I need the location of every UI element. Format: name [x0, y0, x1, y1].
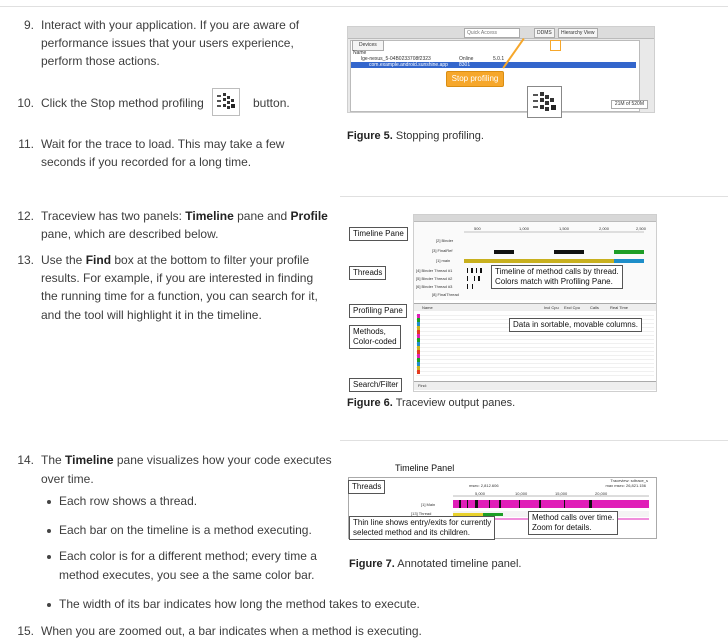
timeline-bar	[480, 268, 482, 273]
column-header[interactable]: Calls	[590, 305, 599, 310]
trace-name: Traceview: sdtrace_s	[610, 478, 648, 483]
text: The	[41, 453, 62, 467]
tick-label: 1,500	[559, 226, 570, 231]
thin-line-callout-line2: selected method and its children.	[353, 528, 470, 537]
step-15-text: When you are zoomed out, a bar indicates when a method is executing.	[41, 624, 422, 638]
timeline-bar	[478, 276, 480, 281]
data-callout: Data in sortable, movable columns.	[509, 318, 642, 332]
figure-7-title: Timeline Panel	[395, 463, 455, 473]
devices-tab[interactable]: Devices	[352, 40, 384, 51]
header-left: msec: 2,812.606	[469, 483, 499, 488]
thread-label: [6] Binder Thread #3	[416, 284, 453, 289]
step-number: 15.	[17, 624, 34, 638]
find-bar[interactable]	[414, 381, 656, 390]
timeline-bar	[614, 250, 644, 254]
bullet-item: Each color is for a different method; every time a	[59, 549, 317, 563]
bold-term: Profile	[290, 209, 328, 223]
caption-label: Figure 7.	[349, 558, 395, 570]
caption-text: Annotated timeline panel.	[397, 558, 522, 570]
bullet-dot	[47, 555, 51, 559]
bullet-dot	[47, 500, 51, 504]
thread-label: [1] main	[436, 258, 451, 263]
tick-label: 500	[474, 226, 481, 231]
step-9-line2: performance issues that your users experience,	[41, 36, 294, 50]
figure-7-caption	[349, 557, 521, 571]
find-label: Find:	[418, 383, 427, 388]
step-13-line3: the running time for a function, you can search for it,	[41, 289, 318, 303]
text: pane visualizes how your code executes	[116, 453, 332, 467]
section-divider	[0, 6, 728, 7]
step-11-line1: Wait for the trace to load. This may take a few	[41, 137, 285, 151]
stop-profiling-toolbar-icon[interactable]	[550, 40, 561, 51]
step-11-line2: seconds if you recorded for a long time.	[41, 155, 252, 169]
timeline-pane-label: Timeline Pane	[349, 227, 408, 241]
thin-line-callout	[349, 516, 495, 540]
step-13-line1	[41, 251, 309, 270]
caption-text: Traceview output panes.	[395, 397, 516, 409]
step-number: 9.	[23, 18, 34, 32]
tab-hierarchy-view[interactable]: Hierarchy View	[558, 28, 598, 38]
thread-label: [8] FinalThread	[432, 292, 459, 297]
tick-label: 5,000	[475, 491, 486, 496]
timeline-bar	[472, 284, 473, 289]
step-14-line1	[41, 451, 332, 470]
caption-label: Figure 5.	[347, 130, 393, 142]
window-title-bar	[414, 215, 656, 222]
methods-label-line2: Color-coded	[353, 337, 397, 346]
row-label: [13] Thread	[411, 511, 432, 516]
figure-6-caption	[347, 396, 515, 410]
tick-label: 2,500	[636, 226, 647, 231]
bullet-item: The width of its bar indicates how long the method takes to execute.	[59, 597, 420, 611]
caption-text: Stopping profiling.	[395, 130, 484, 142]
tick-label: 1,000	[519, 226, 530, 231]
header-right: max msec: 26,821.156	[605, 483, 646, 488]
profiling-pane	[414, 303, 656, 380]
column-headers	[414, 304, 656, 311]
memory-indicator: 21M of 520M	[611, 100, 648, 109]
column-header[interactable]: Name	[422, 305, 433, 310]
bullet-item: Each bar on the timeline is a method executing.	[59, 523, 312, 537]
section-divider	[340, 440, 728, 441]
text: box at the bottom to filter your profile	[114, 253, 310, 267]
search-filter-label: Search/Filter	[349, 378, 402, 392]
methods-label	[349, 325, 401, 349]
bullet-item-continuation: method executes, you see a the same color bar.	[59, 568, 315, 582]
method-calls-callout	[528, 511, 618, 535]
method-color-swatch	[417, 314, 420, 374]
thread-label: [2] Binder	[436, 238, 454, 243]
timeline-callout	[491, 265, 623, 289]
device-name: lge-nexus_5-04B0233708f2323	[361, 56, 431, 62]
column-header[interactable]: Incl Cpu	[544, 305, 559, 310]
caption-label: Figure 6.	[347, 397, 393, 409]
step-number: 13.	[17, 253, 34, 267]
column-header[interactable]: Excl Cpu	[564, 305, 581, 310]
step-number: 14.	[17, 453, 34, 467]
timeline-bar	[614, 259, 644, 263]
tick-label: 10,000	[515, 491, 528, 496]
timeline-bar	[554, 250, 584, 254]
step-9-line1: Interact with your application. If you are aware of	[41, 18, 300, 32]
bullet-dot	[47, 603, 51, 607]
bold-term: Find	[85, 253, 112, 267]
timeline-bar	[467, 276, 468, 281]
device-status: Online	[459, 56, 474, 62]
bold-term: Timeline	[185, 209, 234, 223]
timeline-bar	[467, 284, 468, 289]
text: Use the	[41, 253, 83, 267]
step-13-line2: results. For example, if you are interested in finding	[41, 271, 314, 285]
thread-label: [4] Binder Thread #1	[416, 268, 453, 273]
threads-label: Threads	[348, 480, 385, 494]
timeline-callout-line1: Timeline of method calls by thread.	[495, 267, 619, 276]
thread-label: [5] Binder Thread #2	[416, 276, 453, 281]
section-divider	[340, 196, 728, 197]
process-name: com.example.android.sunshine.app	[369, 62, 448, 68]
stop-profiling-callout: Stop profiling	[446, 71, 504, 87]
timeline-bar	[471, 268, 473, 273]
bullet-dot	[47, 529, 51, 533]
quick-access-field[interactable]: Quick Access	[464, 28, 520, 38]
profiling-pane-label: Profiling Pane	[349, 304, 407, 318]
bold-term: Timeline	[65, 453, 114, 467]
step-number: 12.	[17, 209, 34, 223]
stop-method-profiling-icon[interactable]	[212, 88, 240, 116]
step-12-line2: pane, which are described below.	[41, 227, 219, 241]
bullet-item: Each row shows a thread.	[59, 494, 198, 508]
text: Traceview has two panels:	[41, 209, 182, 223]
text: pane and	[237, 209, 288, 223]
process-row[interactable]	[351, 62, 636, 68]
device-api: 5.0.1	[493, 56, 505, 62]
name-header: Name	[353, 50, 367, 56]
figure-6-screenshot	[413, 214, 657, 392]
step-13-line4: and the tool will highlight it in the timeline.	[41, 308, 262, 322]
step-number: 10.	[17, 96, 34, 110]
thread-label: [3] FinalRef	[432, 248, 453, 253]
figure-5-screenshot	[347, 26, 655, 113]
tick-label: 15,000	[555, 491, 568, 496]
tick-label: 20,000	[595, 491, 608, 496]
method-calls-callout-line2: Zoom for details.	[532, 523, 592, 532]
step-10-after: button.	[253, 96, 290, 110]
methods-label-line1: Methods,	[353, 327, 386, 336]
timeline-bar	[476, 268, 477, 273]
column-header[interactable]: Real Time	[610, 305, 629, 310]
timeline-callout-line2: Colors match with Profiling Pane.	[495, 277, 613, 286]
tick-label: 2,000	[599, 226, 610, 231]
step-12-line1	[41, 207, 328, 226]
stop-method-profiling-icon-enlarged	[527, 86, 562, 118]
method-bar-main	[453, 500, 649, 508]
step-14-line2: over time.	[41, 472, 94, 486]
row-label: [1] Main	[421, 502, 436, 507]
method-calls-callout-line1: Method calls over time.	[532, 513, 615, 522]
threads-label: Threads	[349, 266, 386, 280]
timeline-bar	[494, 250, 514, 254]
figure-5-caption	[347, 129, 484, 143]
thin-line-callout-line1: Thin line shows entry/exits for currently	[353, 518, 492, 527]
timeline-bar	[474, 276, 475, 281]
step-9-line3: perform those actions.	[41, 54, 160, 68]
step-10-text: Click the Stop method profiling	[41, 96, 204, 110]
process-pid: 8301	[459, 62, 471, 68]
tab-ddms[interactable]: DDMS	[534, 28, 555, 38]
timeline-bar	[467, 268, 468, 273]
step-number: 11.	[18, 137, 34, 151]
